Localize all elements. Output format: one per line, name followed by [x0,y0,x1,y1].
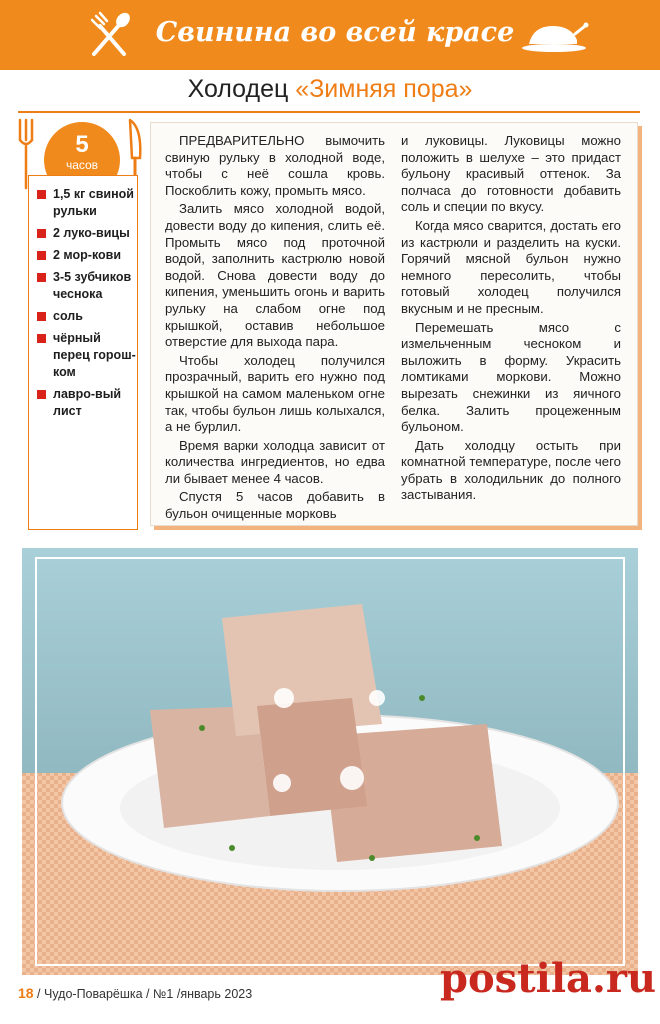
instructions-column-right [401,133,621,506]
section-title: Свинина во всей красе [155,17,515,48]
ingredient-item: соль [37,308,137,325]
recipe-title-plain: Холодец [187,75,296,103]
cooking-time-unit: часов [65,158,99,172]
recipe-title [0,72,660,106]
instruction-paragraph: ПРЕДВАРИТЕЛЬНО вымочить свиную рульку в холодной воде, чтобы с неё сошла кровь. Поскоблить кожу, промыть мясо. [165,133,385,198]
roast-on-plate-icon [519,14,589,54]
instructions-column-left [165,133,385,525]
cooking-time-value: 5 [75,131,89,158]
instruction-paragraph: Дать холодцу остыть при комнатной температуре, после чего убрать в холодильник до полного застывания. [401,437,621,503]
ingredient-item: лавро-вый лист [37,386,137,420]
page-header [0,0,660,70]
ingredient-item: чёрный перец горош-ком [37,330,137,381]
instruction-paragraph: Чтобы холодец получился прозрачный, варить его нужно под крышкой на самом маленьком огне так, чтобы бульон лишь колыхался, а не бурлил. [165,352,385,435]
watermark: postila.ru [440,955,657,1002]
page-number: 18 [18,985,34,1001]
instruction-paragraph: Когда мясо сварится, достать его из кастрюли и разделить на куски. Горячий мясной бульон нужно немного пересолить, чтобы готовый холодец получился вкусным и не пресным. [401,217,621,316]
ingredient-item: 3-5 зубчиков чеснока [37,269,137,303]
magazine-issue: / Чудо-Поварёшка / №1 /январь 2023 [33,987,253,1001]
instruction-paragraph: и луковицы. Луковицы можно положить в шелухе – это придаст бульону красивый оттенок. За полчаса до готовности добавить соль и специи по вкусу. [401,133,621,215]
ingredient-item: 1,5 кг свиной рульки [37,186,137,220]
ingredients-box [28,175,138,530]
page-footer [18,985,252,1001]
instruction-paragraph: Перемешать мясо с измельченным чесноком и выложить в форму. Украсить ломтиками моркови. Можно вырезать снежинки из яичного белка. Залить процеженным бульоном. [401,319,621,435]
ingredients-list [29,176,137,420]
ingredient-item: 2 мор-кови [37,247,137,264]
instruction-paragraph: Время варки холодца зависит от количества ингредиентов, но едва ли бывает менее 4 часов. [165,437,385,486]
aspic-photo [22,548,638,975]
ingredient-item: 2 луко-вицы [37,225,137,242]
instruction-paragraph: Залить мясо холодной водой, довести воду до кипения, слить её. Промыть мясо под проточной водой, заполнить кастрюлю новой водой. Снова довести воду до кипения, уменьшить огонь и варить рульку на слабом огне под крышкой, оставив небольшое отверстие для выхода пара. [165,201,385,350]
recipe-title-accent: «Зимняя пора» [295,75,473,103]
instructions-box [150,122,638,526]
fork-spoon-cross-icon [84,10,134,60]
title-divider [18,111,640,113]
instruction-paragraph: Спустя 5 часов добавить в бульон очищенные морковь [165,489,385,522]
